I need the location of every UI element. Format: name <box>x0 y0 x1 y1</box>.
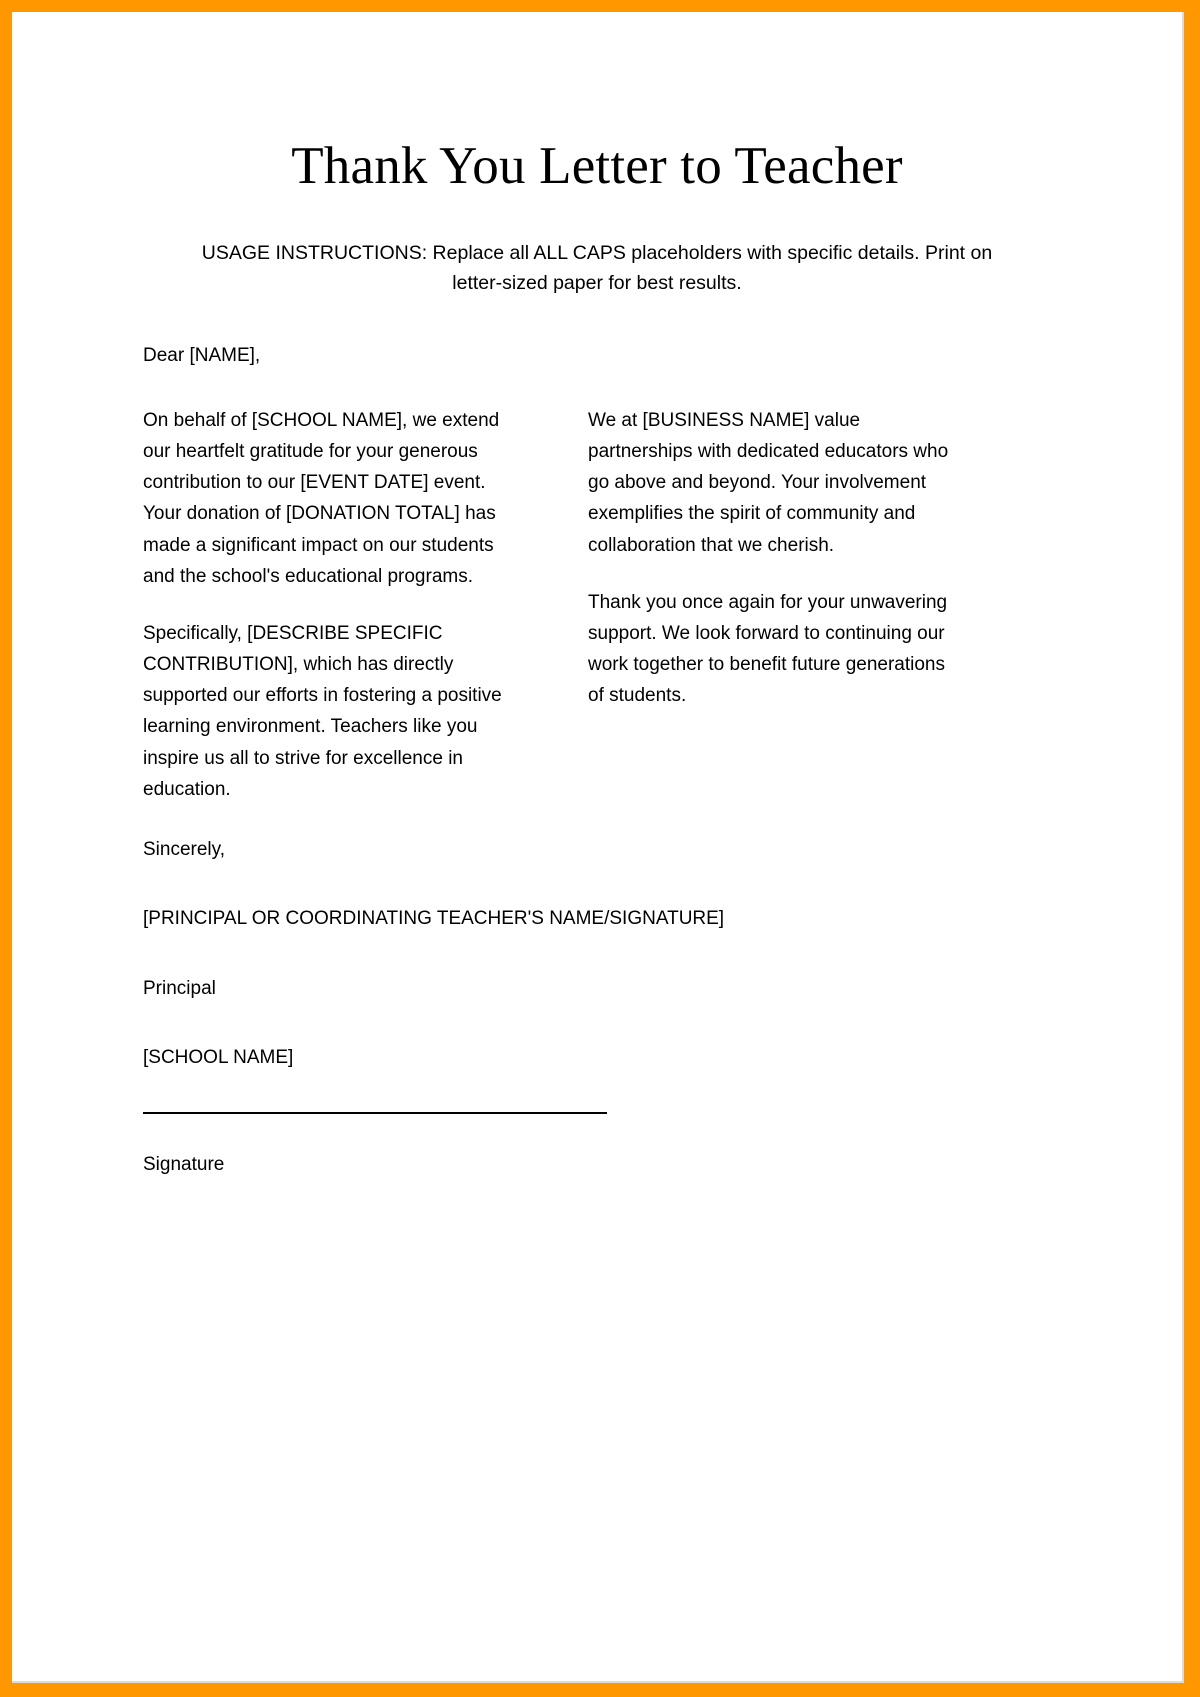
signer-organization: [SCHOOL NAME] <box>143 1046 294 1068</box>
salutation: Dear [NAME], <box>143 344 261 366</box>
signature-area <box>143 1112 1092 1180</box>
signature-label: Signature <box>143 1154 225 1176</box>
document-page <box>12 12 1184 1683</box>
closing-block <box>143 835 1092 1074</box>
body-paragraph: We at [BUSINESS NAME] value partnerships with dedicated educators who go above and beyond. Your involvement exemplifies the spirit of community and collaboration that we cherish. <box>588 409 949 556</box>
signer-name-placeholder: [PRINCIPAL OR COORDINATING TEACHER'S NAME/SIGNATURE] <box>143 908 725 930</box>
signature-line <box>143 1112 607 1114</box>
body-paragraph: On behalf of [SCHOOL NAME], we extend our heartfelt gratitude for your generous contribution to our [EVENT DATE] event. Your donation of [DONATION TOTAL] has made a significant impact on our students and the school's educational programs. <box>143 409 500 587</box>
body-paragraph: Thank you once again for your unwavering support. We look forward to continuing our work together to benefit future generations of students. <box>588 591 948 707</box>
body-paragraph: Specifically, [DESCRIBE SPECIFIC CONTRIBUTION], which has directly supported our efforts in fostering a positive learning environment. Teachers like you inspire us all to strive for excellence in education. <box>143 622 502 800</box>
body-column-right <box>588 405 958 805</box>
letter-body <box>143 299 1092 1181</box>
page-title: Thank You Letter to Teacher <box>291 137 903 195</box>
body-column-left <box>143 405 513 805</box>
signer-title: Principal <box>143 977 216 999</box>
two-column-body <box>143 405 1092 805</box>
sign-off: Sincerely, <box>143 838 226 860</box>
usage-instructions: USAGE INSTRUCTIONS: Replace all ALL CAPS placeholders with specific details. Print on letter-sized paper for best results. <box>201 242 993 294</box>
